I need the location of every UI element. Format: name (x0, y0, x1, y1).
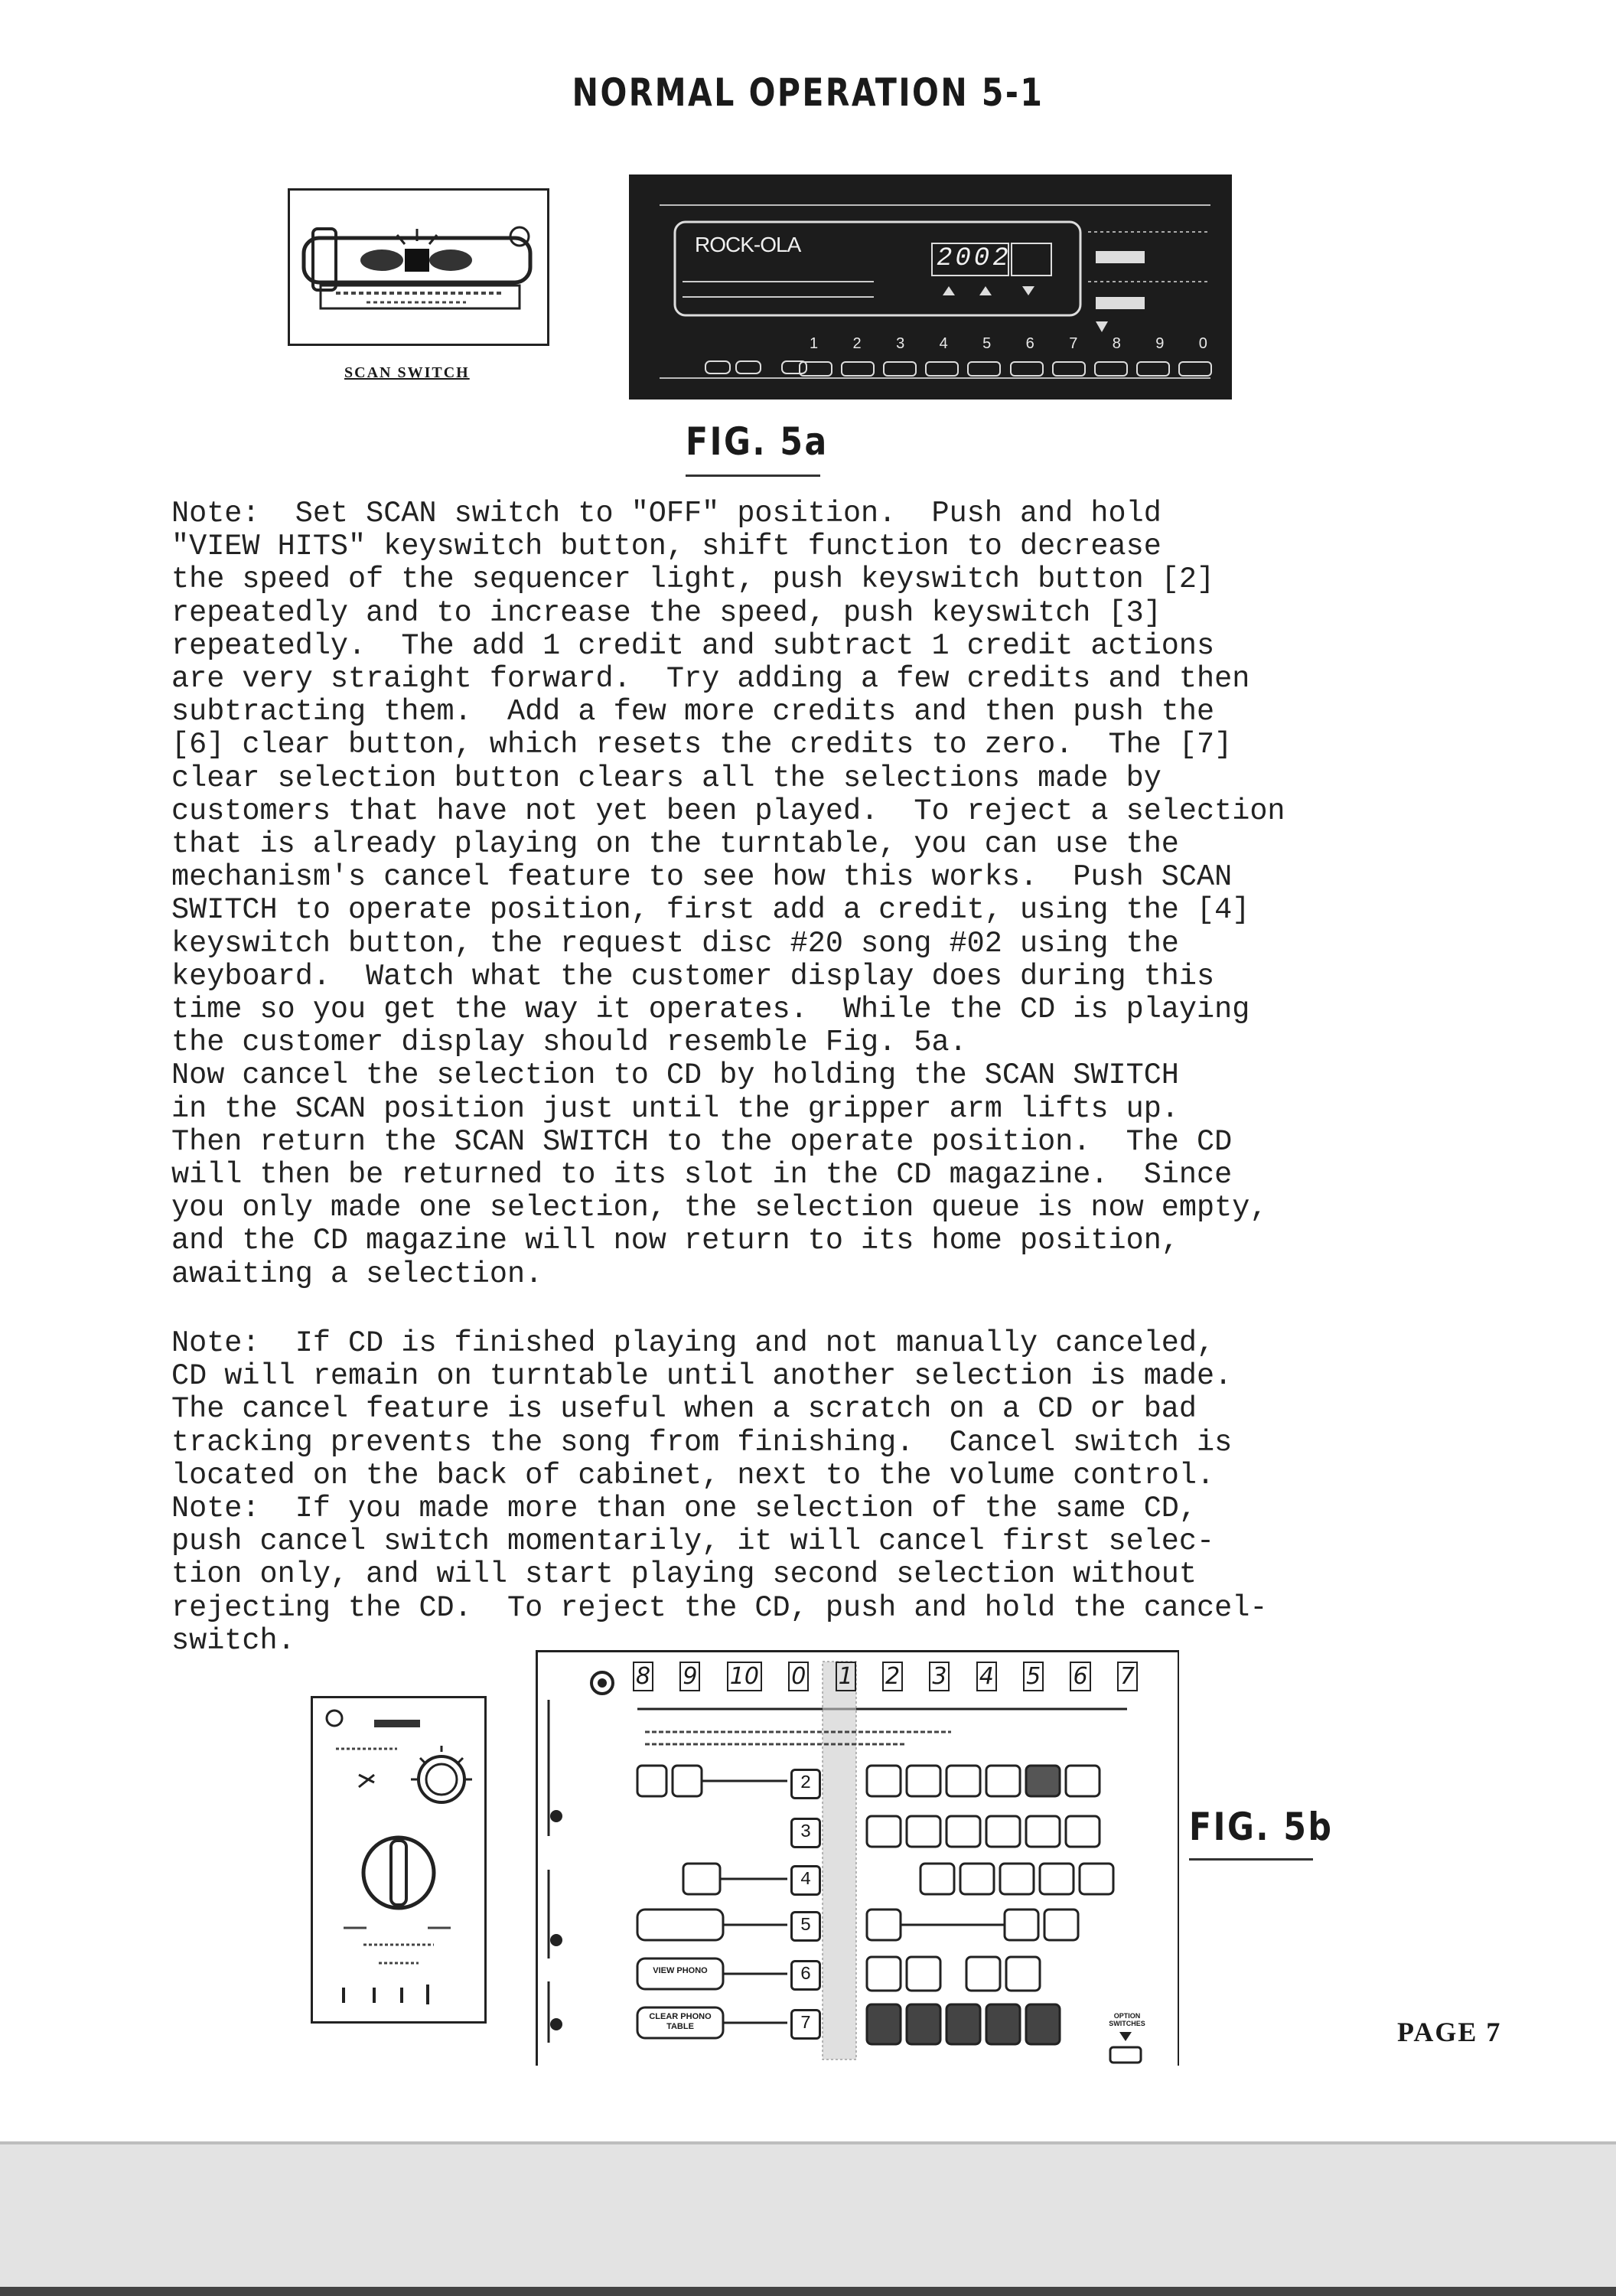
scan-bottom-rule (0, 2287, 1616, 2296)
digit-7: 7 (1069, 335, 1078, 352)
scan-bottom-band (0, 2141, 1616, 2296)
fig-5a-underline (686, 475, 820, 477)
scan-switch-icon (290, 191, 547, 344)
digit-9: 9 (1155, 335, 1165, 352)
scan-switch-illustration (288, 188, 549, 346)
digit-8: 8 (1112, 335, 1121, 352)
keyswitch-panel-drawing (538, 1652, 1178, 2066)
row-key-7: 7 (790, 2009, 821, 2040)
row-key-6: 6 (790, 1960, 821, 1991)
top-key-3: 3 (929, 1662, 950, 1691)
page-number: PAGE 7 (1397, 2017, 1502, 2047)
scan-switch-label: SCAN SWITCH (344, 364, 470, 381)
page-title: NORMAL OPERATION 5-1 (572, 70, 1044, 115)
top-key-6: 6 (1070, 1662, 1090, 1691)
digit-4: 4 (939, 335, 948, 352)
top-key-0: 0 (788, 1662, 809, 1691)
fig-5b-caption: FIG. 5b (1189, 1805, 1334, 1849)
top-key-1: 1 (836, 1662, 856, 1691)
row-key-2: 2 (790, 1769, 821, 1799)
keyboard-digit-row (810, 335, 1207, 353)
top-key-7: 7 (1117, 1662, 1138, 1691)
row-key-4: 4 (790, 1865, 821, 1896)
fig-5b-underline (1189, 1858, 1313, 1861)
fig-5a-caption: FIG. 5a (686, 419, 829, 464)
customer-display-panel (629, 174, 1232, 400)
body-paragraph-2: Note: If CD is finished playing and not manually canceled, CD will remain on turntable until another selection is made. The cancel feature is useful when a scratch on a CD or bad tracking prevents the song from finishing. Cancel switch is located on the back of cabinet, next to the volume control. Note: If you made more than one selection of the same CD, push cancel switch momentarily, it will cancel first selec- tion only, and will start playing second selection without rejecting the CD. To reject the CD, push and hold the cancel- switch. (171, 1326, 1268, 1658)
row-key-5: 5 (790, 1911, 821, 1942)
digit-3: 3 (896, 335, 905, 352)
row-key-3: 3 (790, 1818, 821, 1848)
view-phono-button: VIEW PHONO (653, 1966, 708, 1975)
keyboard-button-row (799, 361, 1212, 377)
top-key-10: 10 (727, 1662, 762, 1691)
top-key-5: 5 (1023, 1662, 1044, 1691)
digit-0: 0 (1198, 335, 1207, 352)
digit-1: 1 (810, 335, 819, 352)
volume-knob-icon (313, 1698, 484, 2021)
clear-phono-table-button: CLEAR PHONO TABLE (649, 2012, 712, 2031)
top-key-8: 8 (633, 1662, 653, 1691)
digit-6: 6 (1025, 335, 1034, 352)
option-switches-label: OPTION SWITCHES (1109, 2012, 1145, 2027)
credit-display: 2002 (937, 244, 1012, 273)
body-paragraph-1: Note: Set SCAN switch to "OFF" position. Push and hold "VIEW HITS" keyswitch button, shift function to decrease the speed of the sequencer light, push keyswitch button [2] repeatedly and to increase the speed, push keyswitch [3] repeatedly. The add 1 credit and subtract 1 credit actions are very straight forward. Try adding a few credits and then subtracting them. Add a few more credits and then push the [6] clear button, which resets the credits to zero. The [7] clear selection button clears all the selections made by customers that have not yet been played. To reject a selection that is already playing on the turntable, you can use the mechanism's cancel feature to see how this works. Push SCAN SWITCH to operate position, first add a credit, using the [4] keyswitch button, the request disc #20 song #02 using the keyboard. Watch what the customer display does during this time so you get the way it operates. While the CD is playing the customer display should resemble Fig. 5a. Now cancel the selection to CD by holding the SCAN SWITCH in the SCAN position just until the gripper arm lifts up. Then return the SCAN SWITCH to the operate position. The CD will then be returned to its slot in the CD magazine. Since you only made one selection, the selection queue is now empty, and the CD magazine will now return to its home position, awaiting a selection. (171, 497, 1285, 1291)
keyswitch-panel (536, 1650, 1179, 2066)
top-key-2: 2 (882, 1662, 903, 1691)
top-key-9: 9 (679, 1662, 700, 1691)
digit-5: 5 (982, 335, 992, 352)
top-key-4: 4 (976, 1662, 997, 1691)
top-key-row (633, 1662, 1138, 1691)
scan-bottom-line (0, 2141, 1616, 2144)
digit-2: 2 (852, 335, 862, 352)
volume-control-panel (311, 1696, 487, 2024)
rockola-logo: ROCK-OLA (695, 233, 801, 256)
